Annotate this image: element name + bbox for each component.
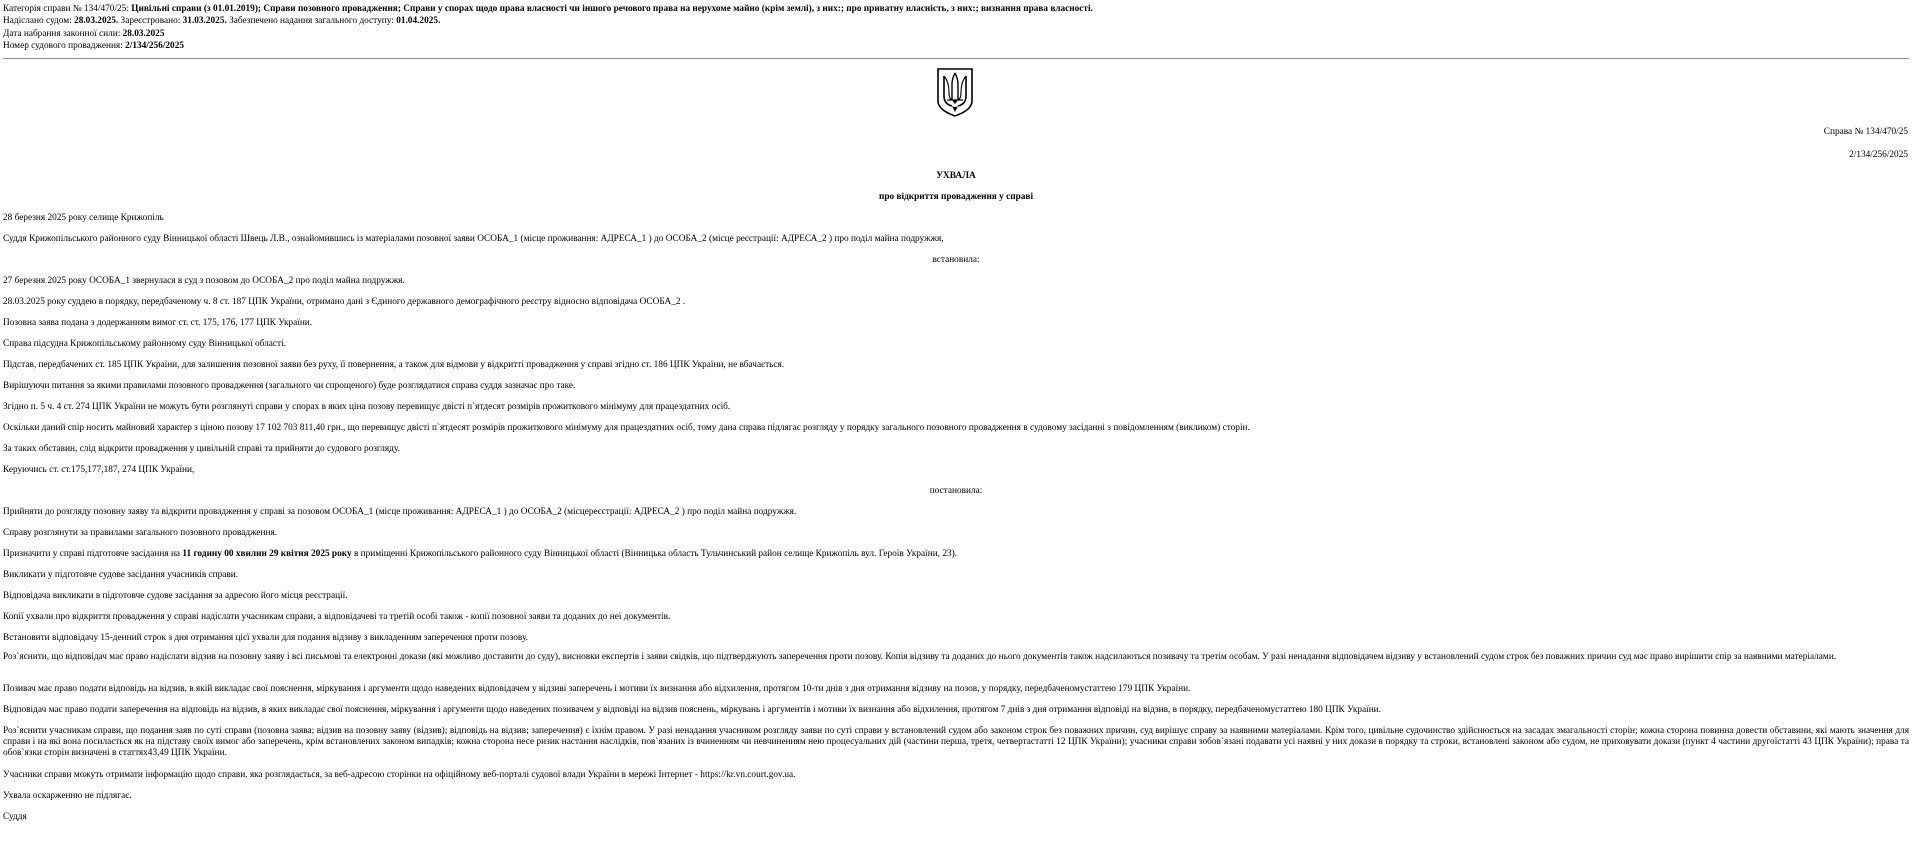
paragraph: Позивач має право подати відповідь на відзив, в якій викладає свої пояснення, міркування і аргументи щодо наведених відповідачем у відзиві заперечень і мотиви їх визнання або відхилення, протягом 10-ти днів з дня отримання відзиву на позов, у порядку, передбаченомустаттею 179 ЦПК України.	[3, 684, 1191, 694]
paragraph: Копії ухвали про відкриття провадження у справі надіслати учасникам справи, а відповідачеві та третій особі також - копії позовної заяви та доданих до неї документів.	[3, 612, 671, 622]
legal-force-line	[3, 29, 1883, 41]
proceeding-number-right: 2/134/256/2025	[1849, 150, 1908, 160]
proceeding-line	[3, 41, 1883, 53]
document-subtitle	[0, 192, 1912, 203]
paragraph: Справа підсудна Крижопільському районному суду Вінницької області.	[3, 339, 286, 349]
case-category-label: Категорія справи № 134/470/25:	[3, 4, 132, 14]
paragraph: 27 березня 2025 року ОСОБА_1 звернулася в суд з позовом до ОСОБА_2 про поділ майна подружжя.	[3, 276, 405, 286]
registered-label: Зареєстровано:	[118, 16, 183, 27]
sent-label: Надіслано судом:	[3, 16, 75, 27]
hearing-text-pre: Призначити у справі підготовче засідання на	[3, 549, 183, 559]
case-category-value: Цивільні справи (з 01.01.2019); Справи позовного провадження; Справи у спорах щодо права власності чи іншого речового права на нерухоме майно (крім землі), з них:; про приватну власність, з них:; визнання права власності.	[131, 4, 1093, 14]
paragraph: Підстав, передбачених ст. 185 ЦПК України, для залишення позовної заяви без руху, її повернення, а також для відмови у відкритті провадження у справі згідно ст. 186 ЦПК України, не вбачається.	[3, 360, 785, 370]
public-access-label: Забезпечено надання загального доступу:	[226, 16, 397, 27]
judge-signature-label: Суддя	[3, 812, 27, 822]
public-access-date: 01.04.2025.	[396, 16, 441, 27]
paragraph: Оскільки даний спір носить майновий характер з ціною позову 17 102 703 811,40 грн., що перевищує двісті п`ятдесят розмірів прожиткового мінімуму для працездатних осіб, тому дана справа підлягає розгляду у порядку загального позовного провадження в судовому засіданні з повідомленням (викликом) сторін.	[3, 423, 1250, 433]
paragraph: Відповідач має право подати заперечення на відповідь на відзив, в яких викладає свої пояснення, міркування і аргументи щодо наведених позивачем у відповіді на відзив пояснень, міркувань і аргументів і мотиви їх визнання або відхилення, протягом 7 днів з дня отримання відповіді на відзив, в порядку, передбаченомустаттею 180 ЦПК України.	[3, 705, 1381, 715]
paragraph: Справу розглянути за правилами загального позовного провадження.	[3, 528, 278, 538]
hearing-text-post: в приміщенні Крижопільського районного суду Вінницької області (Вінницька область Тульчинський район селище Крижопіль вул. Героїв України, 23).	[353, 549, 958, 559]
paragraph: 28.03.2025 року суддею в порядку, передбаченому ч. 8 ст. 187 ЦПК України, отримано дані з Єдиного державного демографічного реєстру відносно відповідача ОСОБА_2 .	[3, 297, 686, 307]
paragraph: Відповідача викликати в підготовче судове засідання за адресою його місця реєстрації.	[3, 591, 348, 601]
paragraph: Ухвала оскарженню не підлягає.	[3, 791, 132, 801]
hearing-datetime: 11 годину 00 хвилин 29 квітня 2025 року	[182, 549, 352, 559]
paragraph: Викликати у підготовче судове засідання учасників справи.	[3, 570, 239, 580]
case-category-line	[3, 4, 1883, 16]
paragraph: Керуючись ст. ст.175,177,187, 274 ЦПК України,	[3, 465, 195, 475]
case-metadata	[3, 4, 1883, 53]
proceeding-label: Номер судового провадження:	[3, 40, 126, 51]
paragraph: Позовна заява подана з додержанням вимог ст. ст. 175, 176, 177 ЦПК України.	[3, 318, 313, 328]
hearing-paragraph	[3, 549, 1909, 560]
legal-force-label: Дата набрання законної сили:	[3, 28, 123, 39]
registered-date: 31.03.2025.	[182, 16, 227, 27]
paragraph: Роз`яснити учасникам справи, що подання заяв по суті справи (позовна заява; відзив на позовну заяву (відзив); відповідь на відзив; заперечення) є їхнім правом. У разі ненадання учасником розгляду заяви по суті справи у встановлений судом або законом строк без поважних причин, суд вирішує справу за наявними матеріалами. Крім того, цивільне судочинство здійснюється на засадах змагальності сторін; кожна сторона повинна довести обставини, які мають значення для справи і на які вона посилається як на підставу своїх вимог або заперечень, крім встановлених законом випадків; кожна сторона несе ризик настання наслідків, пов`язаних із вчиненням чи невчиненням нею процесуальних дій (частини перша, третя, четвертастатті 12 ЦПК України); учасники справи зобов`язані подавати усі наявні у них докази в порядку та строки, встановлені законом або судом, не приховувати докази (пункт 4 частини другоїстатті 43 ЦПК України); права та обов`язки сторін визначені в статтях43,49 ЦПК України.	[3, 726, 1909, 758]
document-title	[0, 171, 1912, 182]
proceeding-number: 2/134/256/2025	[125, 40, 184, 51]
paragraph: Встановити відповідачу 15-денний строк з дня отримання цієї ухвали для подання відзиву з викладенням заперечення проти позову.	[3, 633, 528, 643]
paragraph: Учасники справи можуть отримати інформацію щодо справи, яка розглядається, за веб-адресою сторінки на офіційному веб-порталі судової влади України в мережі Інтернет - https://kr.vn.court.gov.ua.	[3, 770, 796, 780]
case-dates-line	[3, 16, 1883, 28]
resolved-heading: постановила:	[929, 486, 983, 496]
header-divider	[3, 58, 1909, 59]
subtitle-text: про відкриття провадження у справі	[878, 192, 1034, 202]
sent-date: 28.03.2025.	[74, 16, 119, 27]
intro-paragraph: Суддя Крижопільського районного суду Вінницької області Швець Л.В., ознайомившись із матеріалами позовної заяви ОСОБА_1 (місце проживання: АДРЕСА_1 ) до ОСОБА_2 (місце реєстрації: АДРЕСА_2 ) про поділ майна подружжя,	[3, 234, 944, 244]
established-heading: встановила:	[932, 255, 980, 265]
paragraph: За таких обставин, слід відкрити провадження у цивільній справі та прийняти до судового розгляду.	[3, 444, 400, 454]
paragraph: Вирішуючи питання за якими правилами позовного провадження (загального чи спрощеного) буде розглядатися справа суддя зазначає про таке.	[3, 381, 576, 391]
case-number: Справа № 134/470/25	[1823, 127, 1908, 137]
paragraph: Прийняти до розгляду позовну заяву та відкрити провадження у справі за позовом ОСОБА_1 (місце проживання: АДРЕСА_1 ) до ОСОБА_2 (місцереєстрації: АДРЕСА_2 ) про поділ майна подружжя.	[3, 507, 797, 517]
paragraph: Роз`яснити, що відповідач має право надіслати відзив на позовну заяву і всі письмові та електронні докази (які можливо доставити до суду), висновки експертів і заяви свідків, що підтверджують заперечення проти позову. Копія відзиву та доданих до нього документів також надсилаються позивачу та третім особам. У разі ненадання відповідачем відзиву у встановлений судом строк без поважних причин суд має право вирішити спір за наявними матеріалами.	[3, 652, 1837, 662]
legal-force-date: 28.03.2025	[122, 28, 165, 39]
title-text: УХВАЛА	[936, 171, 976, 181]
paragraph: Згідно п. 5 ч. 4 ст. 274 ЦПК України не можуть бути розглянуті справи у спорах в яких ціна позову перевищує двісті п`ятдесят розмірів прожиткового мінімуму для працездатних осіб.	[3, 402, 731, 412]
coat-of-arms-icon	[935, 66, 975, 118]
date-place: 28 березня 2025 року селище Крижопіль	[3, 213, 164, 223]
